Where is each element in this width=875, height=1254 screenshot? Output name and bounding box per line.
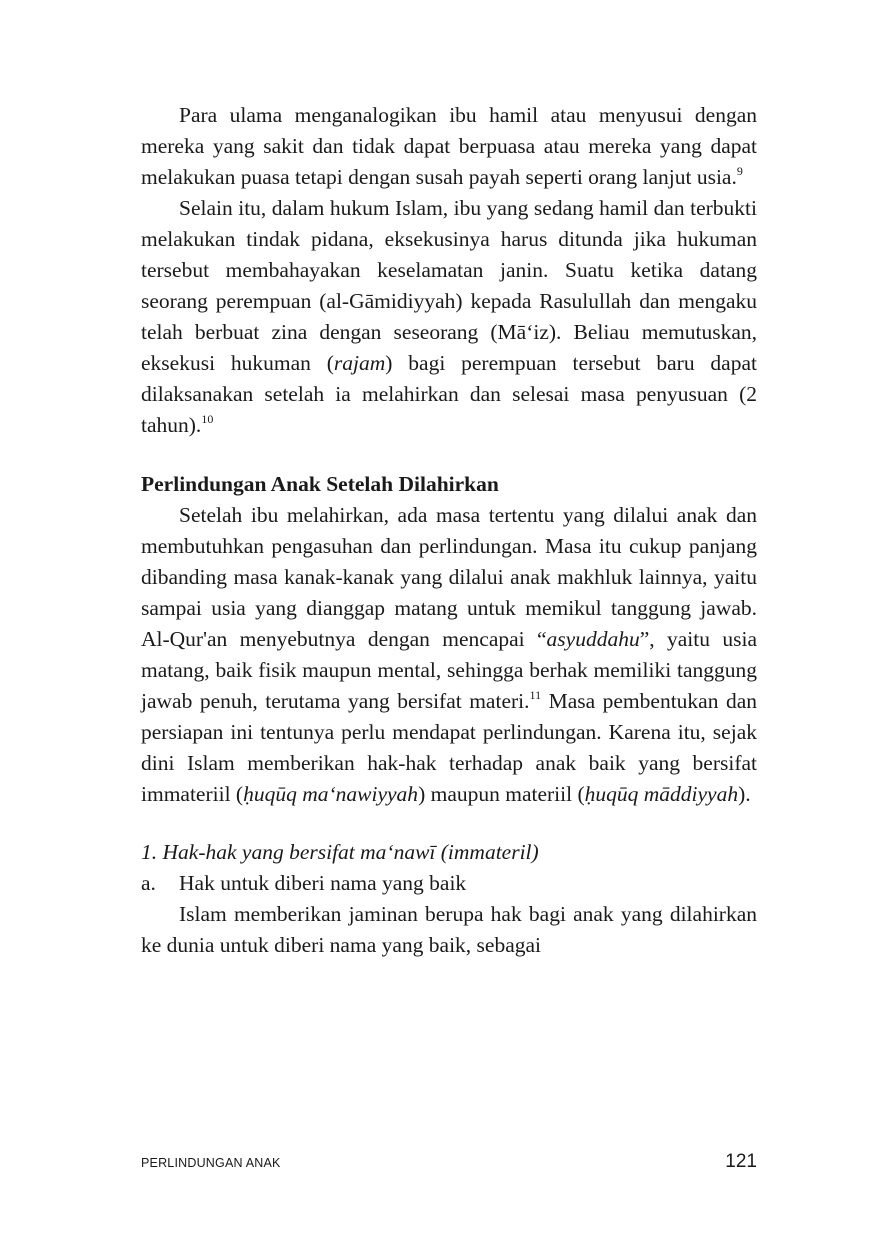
- paragraph-3-text-2: ”, yaitu usia matang, baik fisik maupun mental, sehingga berhak memiliki tanggung jawab penuh, terutama yang bersifat materi.: [141, 627, 757, 713]
- paragraph-3-text-3: Masa pembentukan dan persiapan ini tentunya perlu mendapat perlindungan. Karena itu, sejak dini Islam memberikan hak-hak terhadap anak baik yang bersifat immateriil (: [141, 689, 758, 806]
- paragraph-2-text-end: ) bagi perempuan tersebut baru dapat dilaksanakan setelah ia melahirkan dan selesai masa penyusuan (2 tahun).: [141, 351, 757, 437]
- italic-term-asyuddahu: asyuddahu: [546, 627, 640, 651]
- paragraph-3-text-4: ) maupun materiil (: [418, 782, 585, 806]
- page-number: 121: [725, 1151, 757, 1172]
- list-item-a: [141, 868, 757, 899]
- paragraph-3: [141, 500, 757, 810]
- footnote-ref-10[interactable]: 10: [201, 412, 214, 426]
- list-item-text: Hak untuk diberi nama yang baik: [179, 871, 467, 895]
- paragraph-1-text: Para ulama menganalogikan ibu hamil atau menyusui dengan mereka yang sakit dan tidak dapat berpuasa atau mereka yang dapat melakukan puasa tetapi dengan susah payah seperti orang lanjut usia.: [141, 103, 757, 189]
- section-heading: Perlindungan Anak Setelah Dilahirkan: [141, 472, 499, 496]
- running-title: PERLINDUNGAN ANAK: [141, 1156, 281, 1170]
- paragraph-2-text: Selain itu, dalam hukum Islam, ibu yang sedang hamil dan terbukti melakukan tindak pidana, eksekusinya harus ditunda jika hukuman tersebut membahayakan keselamatan janin. Suatu ketika datang seorang perempuan (al-Gāmidiyyah) kepada Rasulullah dan mengaku telah berbuat zina dengan seseorang (Mā‘iz). Beliau memutuskan, eksekusi hukuman (: [141, 196, 757, 375]
- italic-term-huquq-manawiyyah: ḥuqūq ma‘nawiyyah: [243, 782, 419, 806]
- paragraph-1: [141, 100, 757, 193]
- subheading-immateriil: 1. Hak-hak yang bersifat ma‘nawī (immateril): [141, 840, 539, 864]
- footnote-ref-11[interactable]: 11: [529, 688, 542, 702]
- footnote-ref-9[interactable]: 9: [736, 164, 743, 178]
- list-item-label: a.: [141, 871, 156, 895]
- paragraph-3-text: Setelah ibu melahirkan, ada masa tertentu yang dilalui anak dan membutuhkan pengasuhan dan perlindungan. Masa itu cukup panjang dibanding masa kanak-kanak yang dilalui anak makhluk lainnya, yaitu sampai usia yang dianggap matang untuk memikul tanggung jawab. Al-Qur'an menyebutnya dengan mencapai “: [141, 503, 757, 651]
- paragraph-3-text-5: ).: [738, 782, 751, 806]
- paragraph-2: [141, 193, 757, 441]
- paragraph-4: Islam memberikan jaminan berupa hak bagi anak yang dilahirkan ke dunia untuk diberi nama yang baik, sebagai: [141, 902, 757, 957]
- page-body: [141, 100, 757, 961]
- italic-term-huquq-maddiyyah: ḥuqūq māddiyyah: [584, 782, 739, 806]
- italic-term-rajam: rajam: [333, 351, 386, 375]
